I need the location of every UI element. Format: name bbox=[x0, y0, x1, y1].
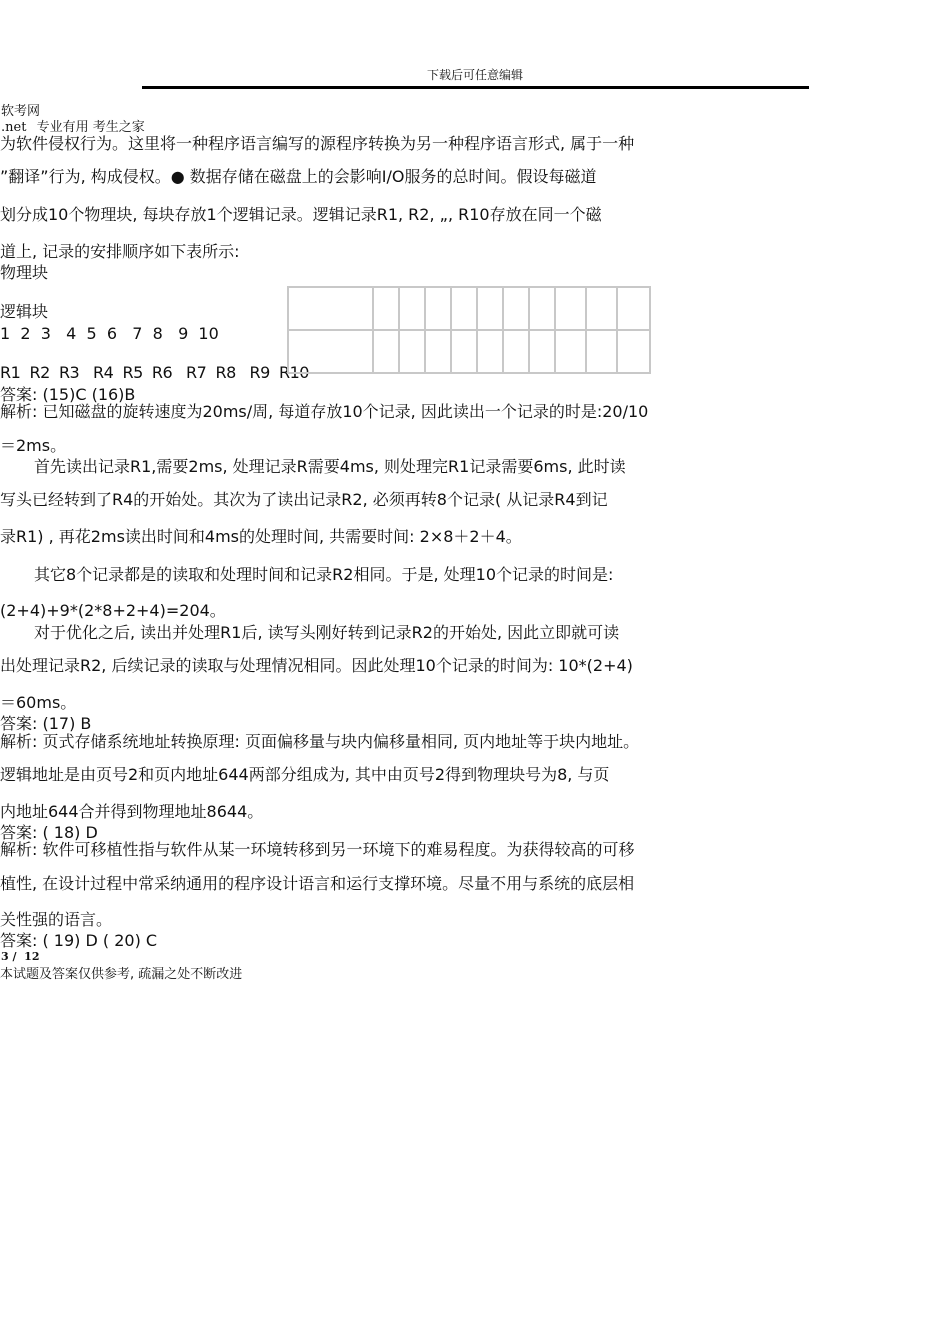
analysis-line: 内地址644合并得到物理地址8644。 bbox=[0, 802, 264, 821]
table-cell bbox=[425, 287, 451, 330]
paragraph-line: 道上, 记录的安排顺序如下表所示: bbox=[0, 242, 240, 261]
analysis-line: 写头已经转到了R4的开始处。其次为了读出记录R2, 必须再转8个记录( 从记录R4到记 bbox=[0, 490, 608, 509]
table-row bbox=[288, 287, 650, 330]
table-cell bbox=[288, 287, 373, 330]
table-cell bbox=[425, 330, 451, 373]
table-cell bbox=[617, 330, 650, 373]
analysis-line: 其它8个记录都是的读取和处理时间和记录R2相同。于是, 处理10个记录的时间是: bbox=[34, 565, 614, 584]
analysis-line: 出处理记录R2, 后续记录的读取与处理情况相同。因此处理10个记录的时间为: 10*(2+4) bbox=[0, 656, 633, 675]
table-cell bbox=[288, 330, 373, 373]
table-cell bbox=[529, 287, 555, 330]
table-cell bbox=[451, 330, 477, 373]
paragraph-line: ”翻译”行为, 构成侵权。● 数据存储在磁盘上的会影响I/O服务的总时间。假设每磁道 bbox=[0, 167, 597, 186]
table-cell bbox=[503, 287, 529, 330]
header-rule bbox=[142, 86, 809, 89]
table-cell bbox=[399, 330, 425, 373]
analysis-line: 对于优化之后, 读出并处理R1后, 读写头刚好转到记录R2的开始处, 因此立即就可读 bbox=[34, 623, 620, 642]
answer-15-16: 答案: (15)C (16)B bbox=[0, 385, 136, 404]
table-cell bbox=[477, 287, 503, 330]
page-number: 3 / 12 bbox=[1, 950, 40, 963]
table-cell bbox=[503, 330, 529, 373]
analysis-line: 首先读出记录R1,需要2ms, 处理记录R需要4ms, 则处理完R1记录需要6ms, 此时读 bbox=[34, 457, 626, 476]
physical-block-label: 物理块 bbox=[0, 263, 49, 282]
table-cell bbox=[586, 330, 617, 373]
analysis-line: ＝2ms。 bbox=[0, 436, 67, 455]
table-cell bbox=[555, 287, 586, 330]
table-row bbox=[288, 330, 650, 373]
analysis-line: 植性, 在设计过程中常采纳通用的程序设计语言和运行支撑环境。尽量不用与系统的底层相 bbox=[0, 874, 635, 893]
watermark-domain: .net bbox=[1, 120, 27, 135]
paragraph-line: 划分成10个物理块, 每块存放1个逻辑记录。逻辑记录R1, R2, „, R10存放在同一个磁 bbox=[0, 205, 602, 224]
table-cell bbox=[399, 287, 425, 330]
analysis-line: 解析: 已知磁盘的旋转速度为20ms/周, 每道存放10个记录, 因此读出一个记录的时是:20/10 bbox=[0, 402, 649, 421]
paragraph-line: 为软件侵权行为。这里将一种程序语言编写的源程序转换为另一种程序语言形式, 属于一种 bbox=[0, 134, 635, 153]
watermark-site: 软考网 bbox=[1, 104, 41, 119]
analysis-line: (2+4)+9*(2*8+2+4)=204。 bbox=[0, 601, 226, 620]
analysis-line: 关性强的语言。 bbox=[0, 910, 113, 929]
analysis-line: 录R1) , 再花2ms读出时间和4ms的处理时间, 共需要时间: 2×8＋2＋4。 bbox=[0, 527, 522, 546]
table-cell bbox=[451, 287, 477, 330]
answer-18: 答案: ( 18) D bbox=[0, 823, 98, 842]
answer-17: 答案: (17) B bbox=[0, 714, 92, 733]
watermark-slogan: 专业有用 考生之家 bbox=[36, 120, 145, 135]
table-cell bbox=[373, 330, 399, 373]
analysis-line: 解析: 软件可移植性指与软件从某一环境转移到另一环境下的难易程度。为获得较高的可移 bbox=[0, 840, 635, 859]
analysis-line: 解析: 页式存储系统地址转换原理: 页面偏移量与块内偏移量相同, 页内地址等于块内地址。 bbox=[0, 732, 640, 751]
table-cell bbox=[617, 287, 650, 330]
analysis-line: 逻辑地址是由页号2和页内地址644两部分组成为, 其中由页号2得到物理块号为8, 与页 bbox=[0, 765, 610, 784]
analysis-line: ＝60ms。 bbox=[0, 693, 77, 712]
table-cell bbox=[555, 330, 586, 373]
table-cell bbox=[477, 330, 503, 373]
table-cell bbox=[586, 287, 617, 330]
table-cell bbox=[373, 287, 399, 330]
footer-note: 本试题及答案仅供参考, 疏漏之处不断改进 bbox=[0, 967, 243, 982]
logical-records-row: R1 R2 R3 R4 R5 R6 R7 R8 R9 R10 bbox=[0, 363, 309, 382]
logical-block-label: 逻辑块 bbox=[0, 302, 49, 321]
physical-numbers-row: 1 2 3 4 5 6 7 8 9 10 bbox=[0, 324, 219, 343]
page-header-title: 下载后可任意编辑 bbox=[426, 68, 523, 82]
answer-19-20: 答案: ( 19) D ( 20) C bbox=[0, 931, 158, 950]
record-arrangement-table bbox=[287, 286, 651, 374]
table-cell bbox=[529, 330, 555, 373]
